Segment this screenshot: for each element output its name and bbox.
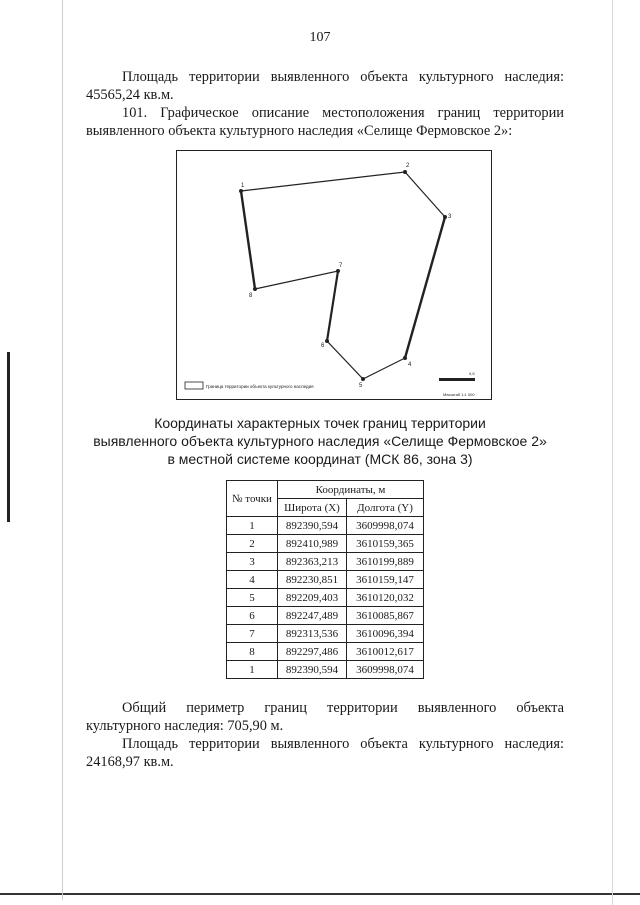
table-row <box>227 607 424 625</box>
cell-latitude: 892390,594 <box>278 661 347 679</box>
description-text-line1: 101. Графическое описание местоположения границ территории <box>122 105 564 121</box>
cell-longitude: 3610159,147 <box>347 571 424 589</box>
description-text-line2: выявленного объекта культурного наследия «Селище Фермовское 2»: <box>86 123 513 139</box>
cell-longitude: 3610159,365 <box>347 535 424 553</box>
cell-point-number: 1 <box>227 517 278 535</box>
cell-point-number: 2 <box>227 535 278 553</box>
table-row <box>227 589 424 607</box>
cell-latitude: 892297,486 <box>278 643 347 661</box>
table-row <box>227 643 424 661</box>
cell-latitude: 892209,403 <box>278 589 347 607</box>
cell-point-number: 5 <box>227 589 278 607</box>
cell-point-number: 6 <box>227 607 278 625</box>
point-4-label: 4 <box>408 362 412 368</box>
cell-point-number: 7 <box>227 625 278 643</box>
point-5-label: 5 <box>359 383 363 389</box>
cell-latitude: 892410,989 <box>278 535 347 553</box>
area2-text-line1: Площадь территории выявленного объекта культурного наследия: <box>122 736 564 752</box>
point-2-marker <box>403 170 407 174</box>
header-coordinates: Координаты, м <box>278 481 424 499</box>
header-point-number: № точки <box>227 481 278 517</box>
cell-point-number: 1 <box>227 661 278 679</box>
cell-longitude: 3610085,867 <box>347 607 424 625</box>
cell-longitude: 3609998,074 <box>347 517 424 535</box>
point-1-label: 1 <box>241 183 245 189</box>
boundary-edge-3-4 <box>405 217 445 358</box>
point-3-label: 3 <box>448 214 452 220</box>
cell-latitude: 892230,851 <box>278 571 347 589</box>
table-row <box>227 625 424 643</box>
cell-latitude: 892390,594 <box>278 517 347 535</box>
boundary-map-drawing <box>177 151 493 401</box>
scale-tick-label: 0,5 <box>469 371 475 376</box>
table-row <box>227 661 424 679</box>
point-8-marker <box>253 287 257 291</box>
point-6-label: 6 <box>321 343 325 349</box>
cell-latitude: 892363,213 <box>278 553 347 571</box>
point-1-marker <box>239 189 243 193</box>
point-6-marker <box>325 339 329 343</box>
cell-longitude: 3610096,394 <box>347 625 424 643</box>
cell-point-number: 3 <box>227 553 278 571</box>
cell-latitude: 892313,536 <box>278 625 347 643</box>
cell-point-number: 8 <box>227 643 278 661</box>
table-caption-line2: выявленного объекта культурного наследия «Селище Фермовское 2» <box>93 433 547 449</box>
scale-label: Масштаб 1:1 000 <box>443 392 475 397</box>
cell-longitude: 3610120,032 <box>347 589 424 607</box>
boundary-polygon <box>241 172 445 379</box>
table-row <box>227 571 424 589</box>
table-row <box>227 535 424 553</box>
cell-point-number: 4 <box>227 571 278 589</box>
area1-text-line2: 45565,24 кв.м. <box>86 87 174 103</box>
legend-swatch <box>185 382 203 389</box>
area1-text-line1: Площадь территории выявленного объекта культурного наследия: <box>122 69 564 85</box>
point-7-label: 7 <box>339 263 343 269</box>
boundary-edge-1-8 <box>241 191 255 289</box>
point-2-label: 2 <box>406 163 410 169</box>
table-caption-line3: в местной системе координат (МСК 86, зона 3) <box>167 451 473 467</box>
table-header-row <box>227 481 424 499</box>
table-row <box>227 517 424 535</box>
cell-longitude: 3609998,074 <box>347 661 424 679</box>
point-3-marker <box>443 215 447 219</box>
perimeter-text-line2: культурного наследия: 705,90 м. <box>86 718 284 734</box>
cell-longitude: 3610012,617 <box>347 643 424 661</box>
point-5-marker <box>361 377 365 381</box>
scale-bar <box>439 378 475 381</box>
area2-text-line2: 24168,97 кв.м. <box>86 754 174 770</box>
boundary-edge-6-7 <box>327 271 338 341</box>
legend-text: Граница территории объекта культурного наследия <box>206 384 314 389</box>
point-8-label: 8 <box>249 293 253 299</box>
boundary-map <box>176 150 492 400</box>
scan-bottom-line <box>0 893 640 895</box>
header-longitude: Долгота (Y) <box>347 499 424 517</box>
table-row <box>227 553 424 571</box>
header-latitude: Широта (X) <box>278 499 347 517</box>
coordinates-table <box>226 480 424 679</box>
page-number: 107 <box>309 30 331 45</box>
table-caption-line1: Координаты характерных точек границ территории <box>154 415 486 431</box>
cell-longitude: 3610199,889 <box>347 553 424 571</box>
point-4-marker <box>403 356 407 360</box>
cell-latitude: 892247,489 <box>278 607 347 625</box>
perimeter-text-line1: Общий периметр границ территории выявленного объекта <box>122 700 564 716</box>
point-7-marker <box>336 269 340 273</box>
